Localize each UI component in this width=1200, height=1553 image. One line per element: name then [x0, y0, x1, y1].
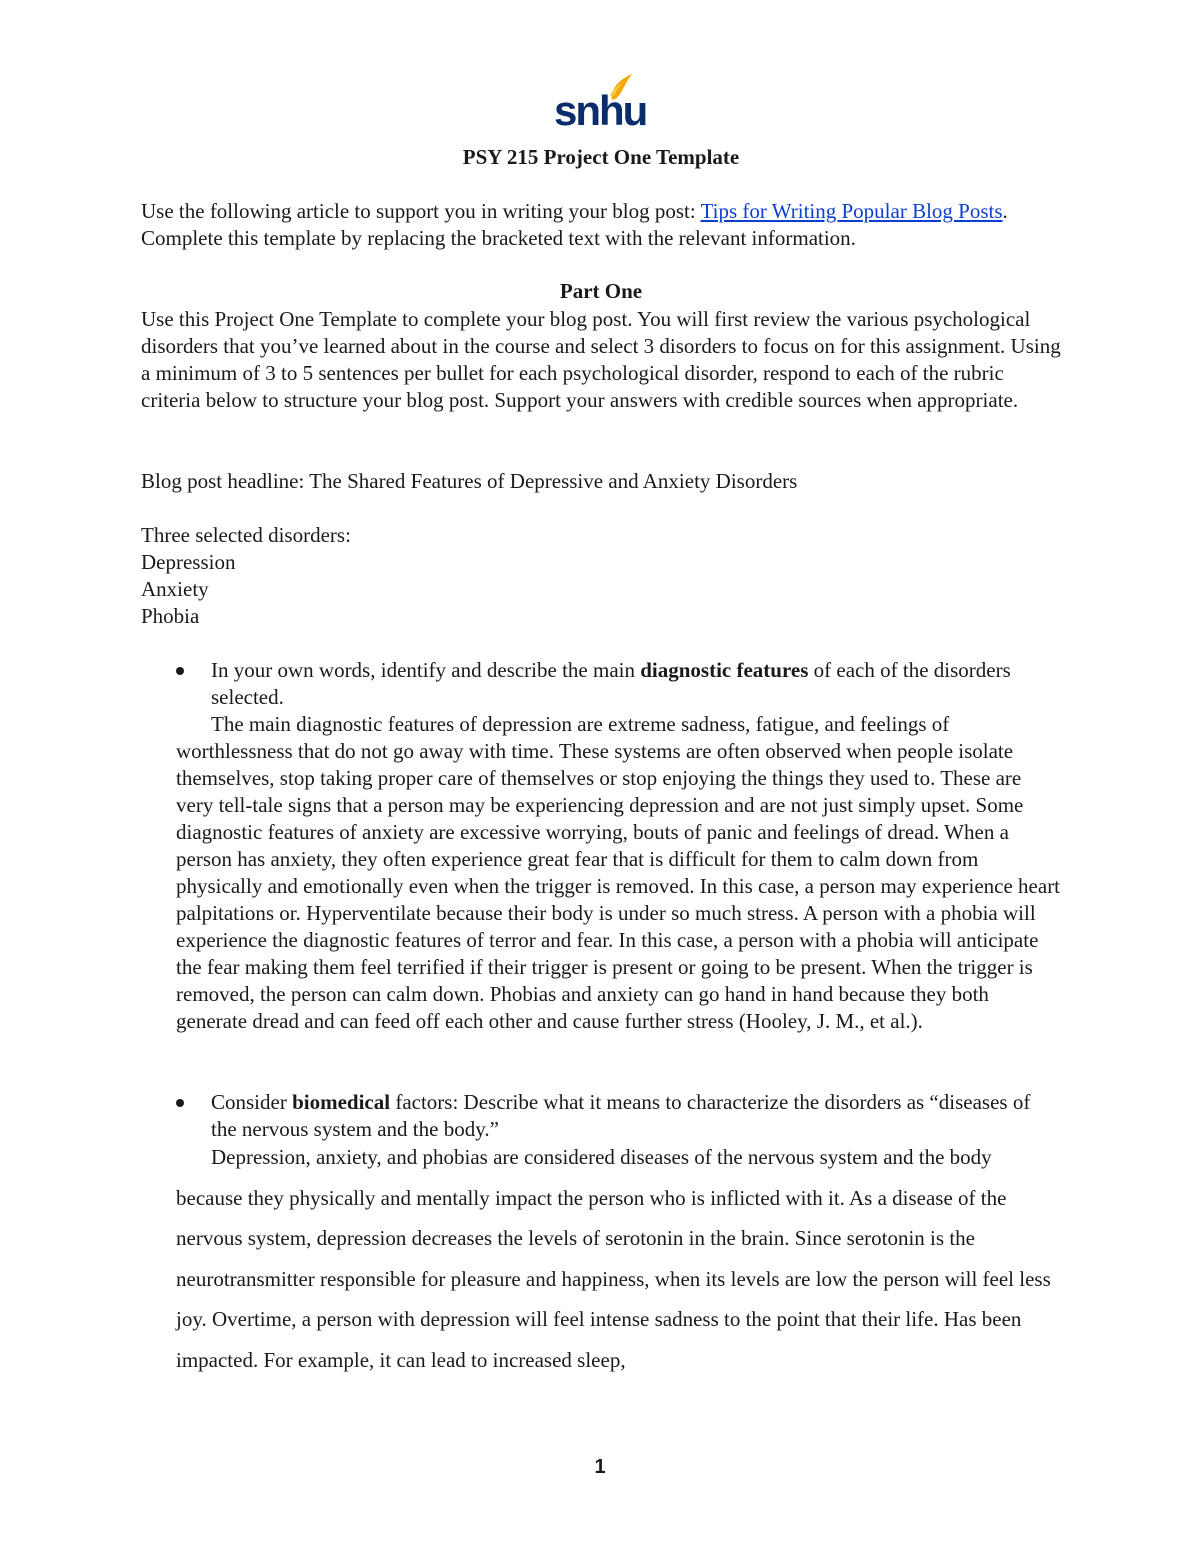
document-title: PSY 215 Project One Template [462, 145, 740, 169]
bullet2-bold: biomedical [292, 1090, 391, 1114]
bullet-biomedical-factors [141, 1089, 1061, 1143]
part-one-instructions: Use this Project One Template to complete your blog post. You will first review the various psychological disorders that you’ve learned about in the course and select 3 disorders to focus on for this assignment. Using a minimum of 3 to 5 sentences per bullet for each psychological disorder, respond to each of the rubric criteria below to structure your blog post. Support your answers with credible sources when appropriate. [141, 307, 1061, 412]
bullet-diagnostic-features [141, 657, 1061, 711]
bullet1-bold: diagnostic features [640, 658, 809, 682]
intro-text-before-link: Use the following article to support you in writing your blog post: [141, 199, 701, 223]
tips-article-link[interactable]: Tips for Writing Popular Blog Posts [700, 199, 1003, 223]
disorder-item: Depression [141, 550, 236, 574]
answer-biomedical-factors: Depression, anxiety, and phobias are considered diseases of the nervous system and the body because they physically and mentally impact the person who is inflicted with it. As a disease of the nervous system, depression decreases the levels of serotonin in the brain. Since serotonin is the neurotransmitter responsible for pleasure and happiness, when its levels are low the person will feel less joy. Overtime, a person with depression will feel intense sadness to the point that their life. Has been impacted. For example, it can lead to increased sleep, [176, 1145, 1051, 1372]
bullet2-text-after: factors: Describe what it means to characterize the disorders as “diseases of the nervous system and the body.” [211, 1090, 1031, 1141]
bullet-dot-icon [176, 1099, 184, 1107]
disorders-label: Three selected disorders: [141, 523, 351, 547]
intro-text-after-link: . Complete this template by replacing the bracketed text with the relevant information. [141, 199, 1008, 250]
selected-disorders [141, 522, 1061, 630]
blog-headline: Blog post headline: The Shared Features of Depressive and Anxiety Disorders [141, 469, 798, 493]
bullet2-text-before: Consider [211, 1090, 293, 1114]
part-one-heading: Part One [559, 279, 643, 303]
disorder-item: Phobia [141, 604, 200, 628]
disorder-item: Anxiety [141, 577, 209, 601]
snhu-logo [552, 72, 647, 134]
bullet1-text-before: In your own words, identify and describe the main [211, 658, 641, 682]
answer-diagnostic-features: The main diagnostic features of depression are extreme sadness, fatigue, and feelings of worthlessness that do not go away with time. These systems are often observed when people isolate themselves, stop taking proper care of themselves or stop enjoying the things they used to. These are very tell-tale signs that a person may be experiencing depression and are not just simply upset. Some diagnostic features of anxiety are excessive worrying, bouts of panic and feelings of dread. When a person has anxiety, they often experience great fear that is difficult for them to calm down from physically and emotionally even when the trigger is removed. In this case, a person may experience heart palpitations or. Hyperventilate because their body is under so much stress. A person with a phobia will experience the diagnostic features of terror and fear. In this case, a person with a phobia will anticipate the fear making them feel terrified if their trigger is present or going to be present. When the trigger is removed, the person can calm down. Phobias and anxiety can go hand in hand because they both generate dread and can feed off each other and cause further stress (Hooley, J. M., et al.). [176, 712, 1061, 1033]
bullet-dot-icon [176, 667, 184, 675]
page-number: 1 [594, 1456, 606, 1478]
intro-paragraph [141, 198, 1061, 252]
logo-wordmark: snhu [554, 87, 647, 134]
bullet1-text-after: of each of the disorders selected. [211, 658, 1011, 709]
